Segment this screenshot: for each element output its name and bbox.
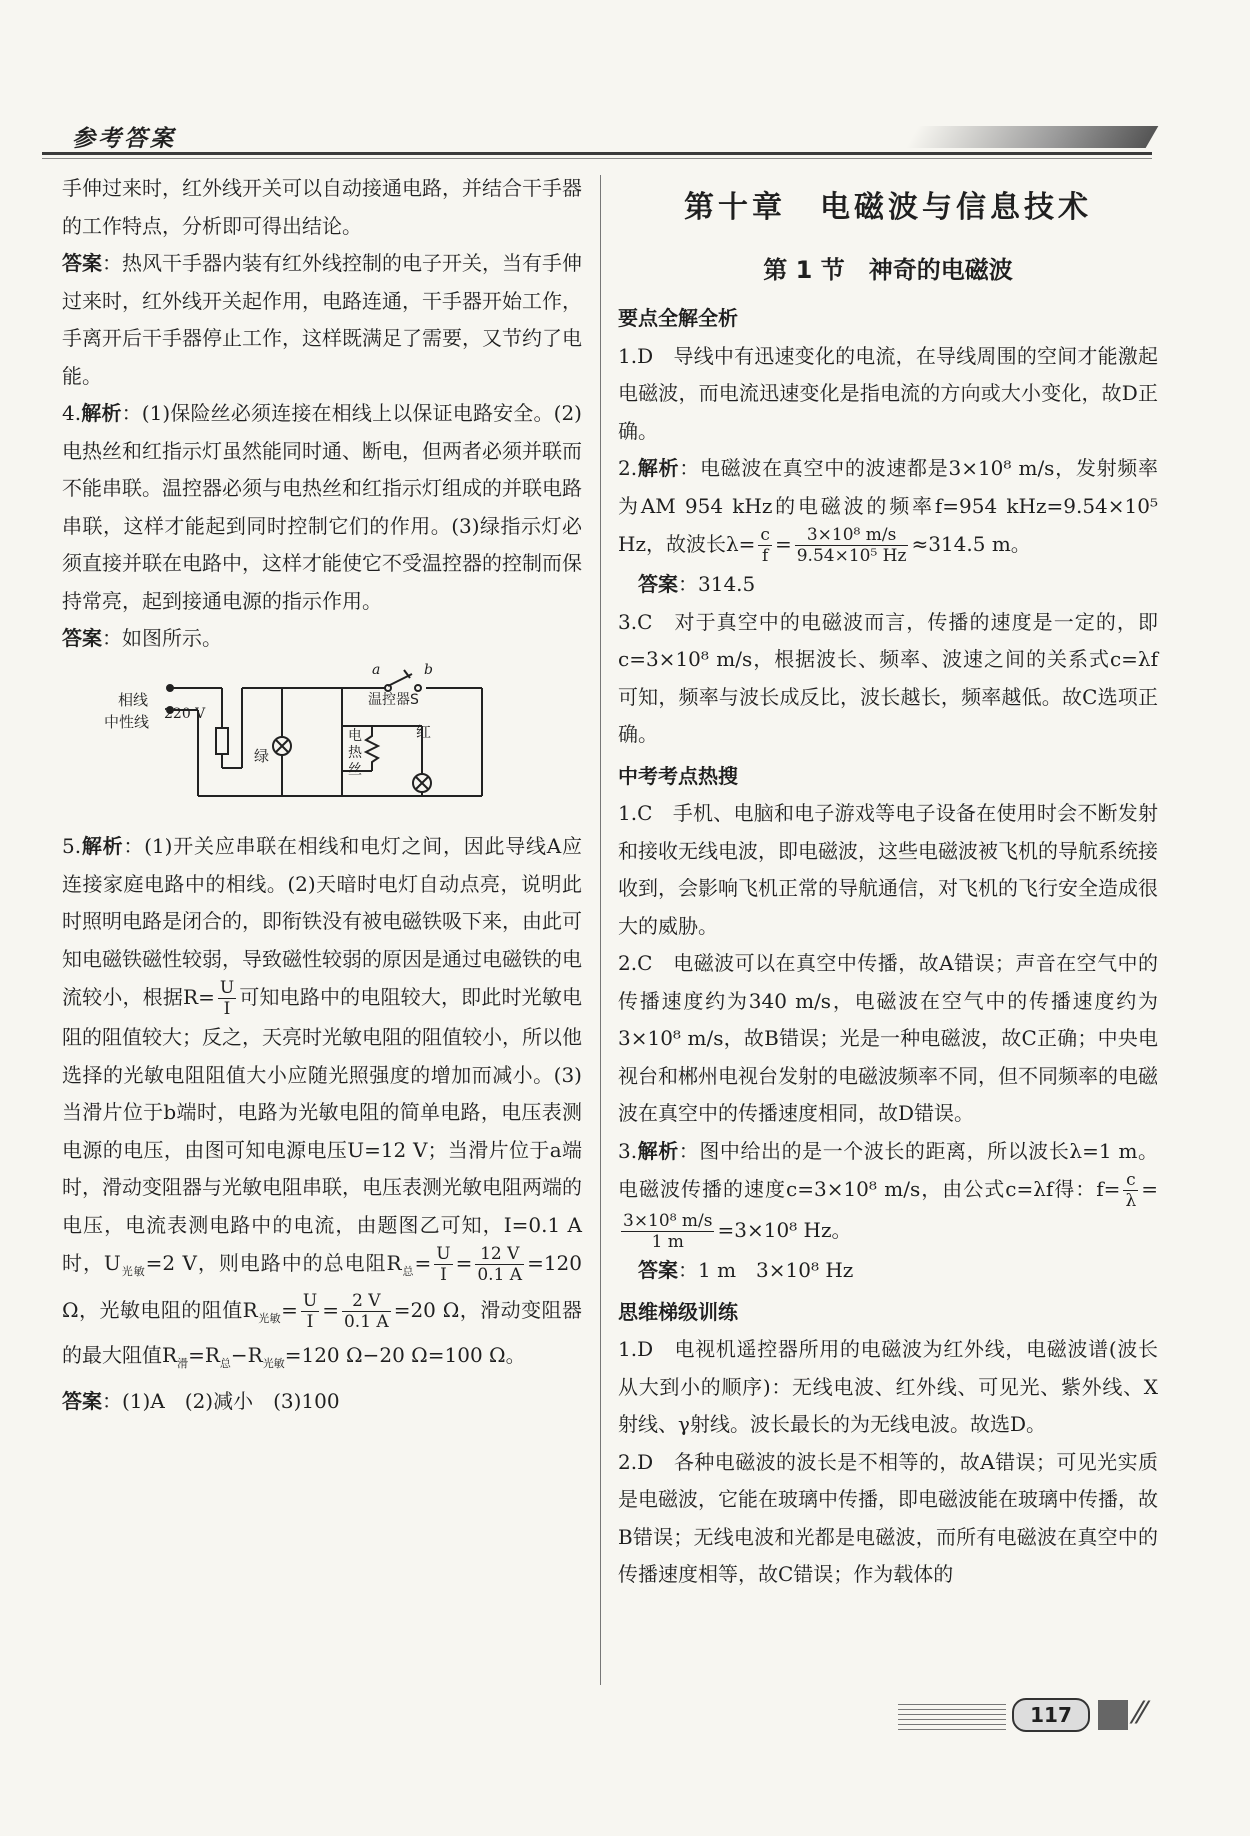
label-neutral: 中性线 — [104, 713, 150, 731]
analysis-label: 解析 — [637, 1138, 679, 1163]
fraction-speed-wavelength — [621, 1211, 714, 1252]
denominator: λ — [1125, 1191, 1137, 1211]
answer-4 — [62, 620, 582, 658]
answer-label: 答案 — [62, 251, 102, 275]
fraction-c-lambda — [1123, 1170, 1138, 1211]
chapter-title: 第十章 电磁波与信息技术 — [684, 190, 1092, 225]
denominator: I — [223, 999, 231, 1019]
analysis-text: =R — [188, 1343, 220, 1367]
question-number: 3. — [618, 1138, 638, 1163]
analysis-text: =2 V，则电路中的总电阻R — [145, 1251, 402, 1275]
fraction-speed-frequency — [795, 525, 909, 566]
subscript: 总 — [401, 1265, 415, 1278]
denominator: 0.1 A — [477, 1265, 523, 1285]
analysis-text: ：图中给出的是一个波长的距离，所以波长λ=1 m。电磁波传播的速度c=3×10⁸ m/s，由公式c=λf得：f= — [618, 1138, 1159, 1201]
denominator: I — [440, 1265, 447, 1285]
subsection-heading: 中考考点热搜 — [618, 763, 738, 788]
denominator: 1 m — [651, 1232, 684, 1252]
fraction-U-I — [218, 978, 236, 1019]
fraction-U-I — [301, 1291, 319, 1332]
answer-5 — [62, 1383, 582, 1421]
subscript: 光敏 — [257, 1311, 282, 1325]
item: 1.C 手机、电脑和电子游戏等电子设备在使用时会不断发射和接收无线电波，即电磁波，这些电磁波被飞机的导航系统接收到，会影响飞机正常的导航通信，对飞机的飞行安全造成很大的威胁。 — [618, 801, 1158, 938]
item — [618, 1133, 1158, 1253]
answer-label: 答案 — [62, 626, 102, 650]
question-number: 4. — [62, 401, 82, 425]
section-title: 第 1 节 神奇的电磁波 — [763, 256, 1013, 284]
numerator: U — [436, 1244, 451, 1264]
header-title: 参考答案 — [72, 126, 176, 152]
answer-text: ：(1)A (2)减小 (3)100 — [102, 1388, 340, 1413]
left-column — [62, 170, 582, 1420]
numerator: 2 V — [342, 1291, 391, 1312]
subscript: 滑 — [177, 1357, 189, 1370]
answer-3 — [618, 1252, 1158, 1290]
denominator: f — [762, 546, 769, 566]
page-header — [42, 100, 1157, 160]
answer-1 — [62, 245, 582, 395]
analysis-label: 解析 — [81, 401, 122, 425]
footer-block — [1098, 1700, 1128, 1730]
item: 1.D 导线中有迅速变化的电流，在导线周围的空间才能激起电磁波，而电流迅速变化是指电流的方向或大小变化，故D正确。 — [618, 343, 1158, 443]
numerator: U — [219, 978, 235, 998]
paragraph: 手伸过来时，红外线开关可以自动接通电路，并结合干手器的工作特点，分析即可得出结论。 — [62, 176, 582, 238]
analysis-text: ：(1)开关应串联在相线和电灯之间，因此导线A应连接家庭电路中的相线。(2)天暗时电灯自动点亮，说明此时照明电路是闭合的，即衔铁没有被电磁铁吸下来，由此可知电磁铁磁性较弱，导致磁性较弱的原因是通过电磁铁的电流较小，根据 — [62, 834, 582, 1009]
footer-decoration — [898, 1700, 1006, 1730]
column-divider — [600, 175, 601, 1685]
numerator: U — [302, 1290, 318, 1311]
equals: = — [455, 1251, 473, 1275]
item: 1.D 电视机遥控器所用的电磁波为红外线，电磁波谱(波长从大到小的顺序)：无线电波、红外线、可见光、紫外线、X射线、γ射线。波长最长的为无线电波。故选D。 — [618, 1337, 1158, 1436]
label-red: 红 — [416, 723, 432, 741]
numerator: c — [760, 525, 770, 545]
item: 2.C 电磁波可以在真空中传播，故A错误；声音在空气中的传播速度约为340 m/s，电磁波在空气中的传播速度约为3×10⁸ m/s，故B错误；光是一种电磁波，故C正确；中央电视台和郴州电视台发射的电磁波频率不同，但不同频率的电磁波在真空中的传播速度相同，故D错误。 — [618, 951, 1158, 1125]
page-number: 117 — [1012, 1698, 1090, 1732]
fraction-U-I — [434, 1244, 452, 1285]
answer-2 — [618, 566, 1158, 604]
header-rule-thin — [42, 158, 1152, 159]
subsection-heading: 思维梯级训练 — [618, 1299, 738, 1324]
item: 2.D 各种电磁波的波长是不相等的，故A错误；可见光实质是电磁波，它能在玻璃中传播，即电磁波能在玻璃中传播，故B错误；无线电波和光都是电磁波，而所有电磁波在真空中的传播速度相等，故C错误；作为载体的 — [618, 1449, 1158, 1586]
analysis-text: =120 Ω−20 Ω=100 Ω。 — [284, 1343, 526, 1367]
numerator: 3×10⁸ m/s — [623, 1211, 713, 1231]
analysis-text: =3×10⁸ Hz。 — [717, 1218, 852, 1242]
label-heater: 电热丝 — [348, 728, 362, 778]
item: 3.C 对于真空中的电磁波而言，传播的速度是一定的，即c=3×10⁸ m/s，根据波长、频率、波速之间的关系式c=λf可知，频率与波长成反比，波长越长，频率越低。故C选项正确。 — [618, 609, 1158, 746]
analysis-label: 解析 — [81, 834, 124, 858]
answer-label: 答案 — [638, 572, 678, 596]
question-number: 2. — [618, 456, 638, 480]
answer-text: ：如图所示。 — [102, 626, 222, 650]
label-green: 绿 — [254, 747, 270, 765]
label-voltage: 220 V — [164, 706, 206, 722]
label-a: a — [372, 662, 381, 678]
fraction-c-f — [758, 525, 772, 566]
subscript: 光敏 — [120, 1265, 146, 1278]
equals: = — [281, 1297, 298, 1322]
analysis-text: 可知电路中的电阻较大，即此时光敏电阻的阻值较大；反之，天亮时光敏电阻的阻值较小，所以他选择的光敏电阻阻值大小应随光照强度的增加而减小。(3)当滑片位于b端时，电路为光敏电阻的简单电路，电压表测电源的电压，由图可知电源电压U=12 V；当滑片位于a端时，滑动变阻器与光敏电阻串联，电压表测光敏电阻两端的电压，电流表测电路中的电流，由题图乙可知，I=0.1 A时，U — [62, 985, 583, 1275]
numerator: c — [1123, 1170, 1138, 1191]
equals: = — [414, 1251, 432, 1275]
equals: = — [1141, 1177, 1158, 1201]
subscript: 光敏 — [262, 1357, 285, 1370]
answer-text: ：1 m 3×10⁸ Hz — [678, 1258, 854, 1282]
question-number: 5. — [62, 834, 82, 858]
question-5 — [62, 828, 582, 1383]
subsection-heading: 要点全解全析 — [618, 306, 738, 330]
numerator: 12 V — [475, 1244, 524, 1265]
right-column — [618, 170, 1158, 1594]
answer-label: 答案 — [638, 1258, 678, 1282]
denominator: 9.54×10⁵ Hz — [796, 546, 907, 566]
formula-R: R= — [183, 985, 215, 1009]
header-decoration — [906, 126, 1159, 148]
question-4 — [62, 395, 582, 620]
header-rule — [42, 152, 1152, 155]
equals: = — [774, 532, 792, 556]
subscript: 总 — [219, 1357, 231, 1370]
label-thermostat: 温控器S — [368, 692, 419, 708]
item — [618, 450, 1158, 566]
label-live: 相线 — [118, 691, 149, 709]
circuit-svg — [122, 666, 502, 806]
denominator: 0.1 A — [343, 1311, 389, 1332]
numerator: 3×10⁸ m/s — [795, 525, 909, 546]
answer-text: ：314.5 — [678, 572, 756, 596]
footer-slash-icon: ⁄⁄ — [1135, 1696, 1146, 1731]
circuit-diagram — [104, 662, 582, 819]
fraction-12V — [475, 1244, 524, 1285]
analysis-text: ：(1)保险丝必须连接在相线上以保证电路安全。(2)电热丝和红指示灯虽然能同时通、断电，但两者必须并联而不能串联。温控器必须与电热丝和红指示灯组成的并联电路串联，这样才能起到同时控制它们的作用。(3)绿指示灯必须直接并联在电路中，这样才能使它不受温控器的控制而保持常亮，起到接通电源的指示作用。 — [62, 401, 582, 613]
fraction-2V — [342, 1291, 391, 1332]
analysis-text: =20 Ω，滑动变阻器的最大阻值R — [62, 1297, 583, 1367]
denominator: I — [306, 1311, 314, 1332]
analysis-text: −R — [230, 1343, 263, 1367]
analysis-text: ：电磁波在真空中的波速都是3×10⁸ m/s，发射频率为AM 954 kHz的电磁波的频率f=954 kHz=9.54×10⁵ Hz，故波长λ= — [618, 456, 1159, 556]
analysis-label: 解析 — [637, 456, 680, 480]
answer-text: ：热风干手器内装有红外线控制的电子开关，当有手伸过来时，红外线开关起作用，电路连通，干手器开始工作，手离开后干手器停止工作，这样既满足了需要，又节约了电能。 — [62, 251, 582, 388]
equals: = — [322, 1297, 339, 1322]
label-b: b — [424, 662, 433, 678]
answer-label: 答案 — [62, 1388, 102, 1413]
analysis-text: ≈314.5 m。 — [911, 532, 1031, 556]
analysis-text: =120 Ω，光敏电阻的阻值R — [62, 1251, 583, 1322]
